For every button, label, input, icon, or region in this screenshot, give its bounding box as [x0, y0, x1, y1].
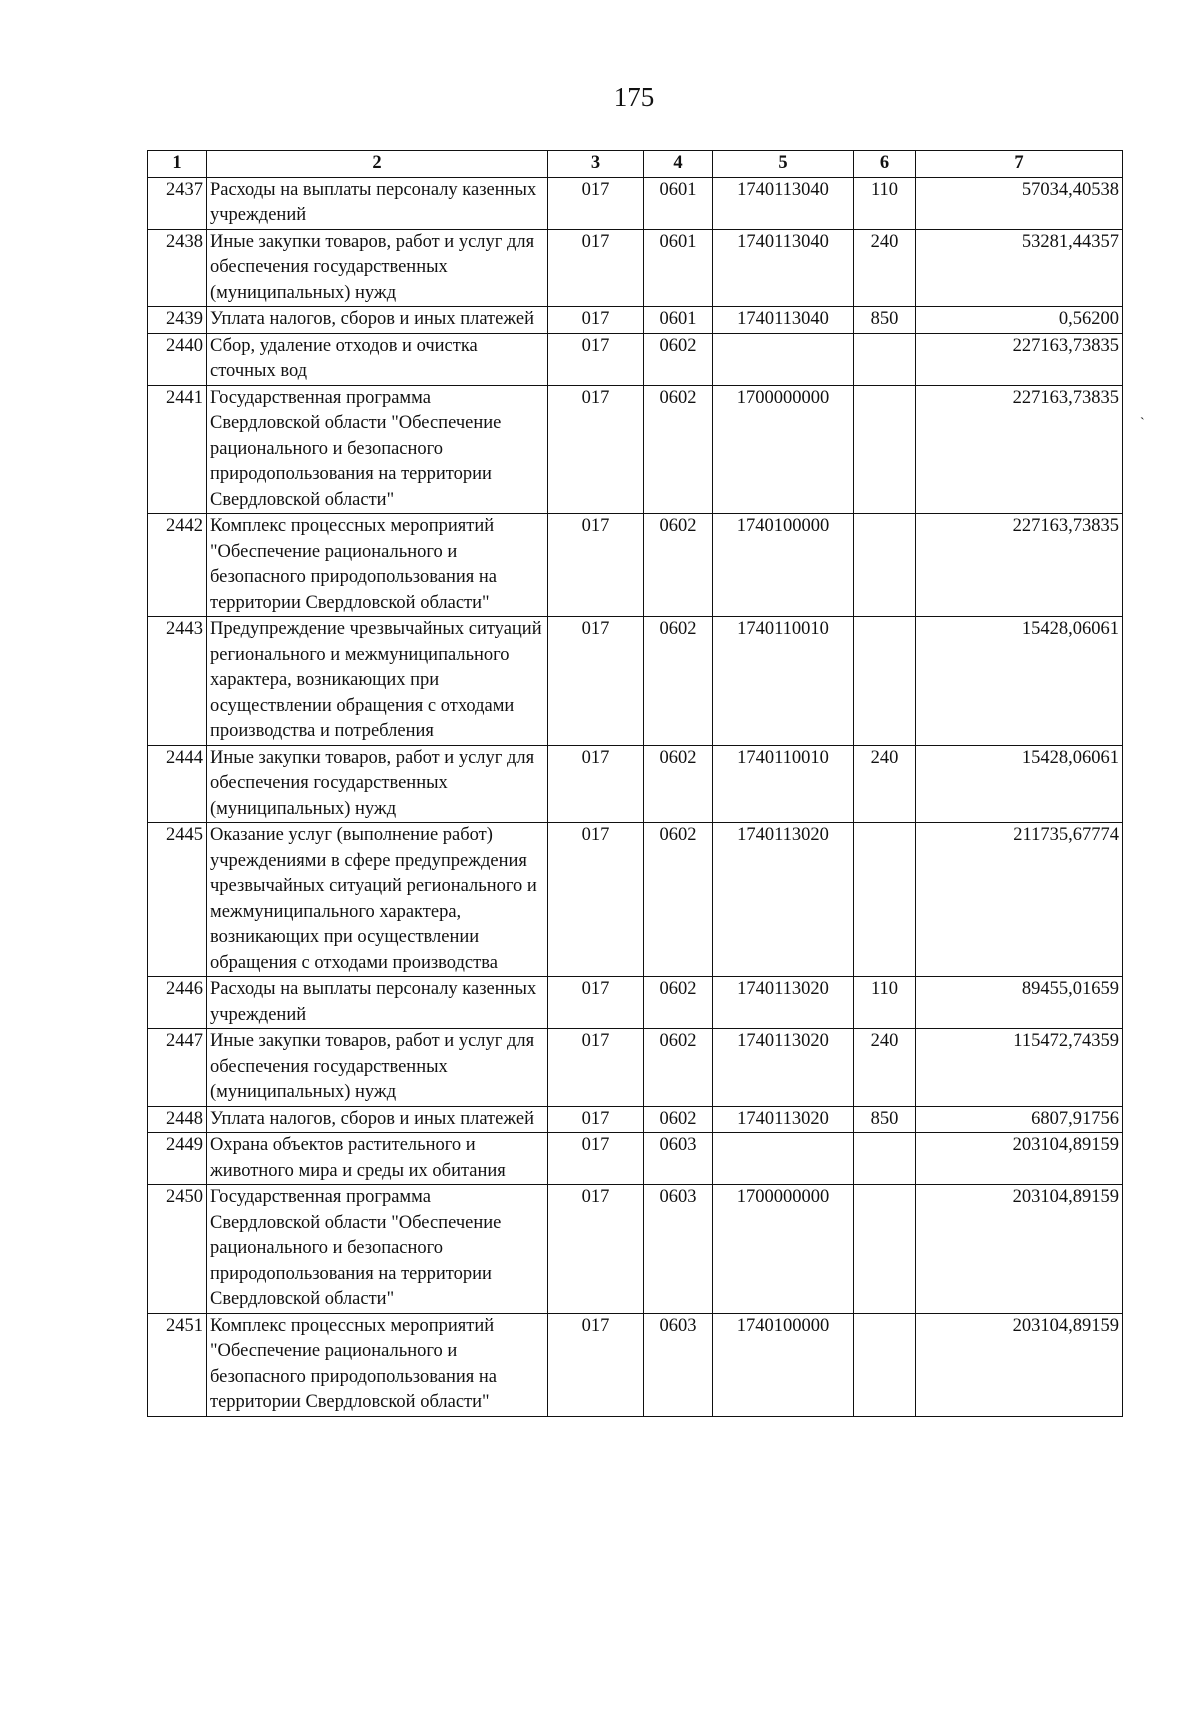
row-section-code-cell: 0601 — [644, 307, 713, 334]
row-ministry-code-cell: 017 — [548, 177, 644, 229]
row-amount-cell: 203104,89159 — [916, 1133, 1123, 1185]
row-expense-type-cell — [854, 514, 916, 617]
header-row — [148, 151, 1123, 178]
row-number-cell: 2440 — [148, 333, 207, 385]
row-target-code-cell: 1740113040 — [713, 177, 854, 229]
row-ministry-code-cell: 017 — [548, 333, 644, 385]
row-name-cell: Расходы на выплаты персоналу казенных учреждений — [207, 977, 548, 1029]
row-expense-type-cell: 850 — [854, 1106, 916, 1133]
row-target-code-cell: 1740110010 — [713, 617, 854, 746]
row-amount-cell: 53281,44357 — [916, 229, 1123, 307]
row-number-cell: 2444 — [148, 745, 207, 823]
table-row — [148, 617, 1123, 746]
row-number-cell: 2442 — [148, 514, 207, 617]
row-amount-cell: 115472,74359 — [916, 1029, 1123, 1107]
row-amount-cell: 89455,01659 — [916, 977, 1123, 1029]
row-expense-type-cell: 240 — [854, 229, 916, 307]
table-row — [148, 1185, 1123, 1314]
row-name-cell: Комплекс процессных мероприятий "Обеспечение рационального и безопасного природопользования на территории Свердловской области" — [207, 514, 548, 617]
row-number-cell: 2439 — [148, 307, 207, 334]
row-amount-cell: 227163,73835 — [916, 333, 1123, 385]
row-number-cell: 2451 — [148, 1313, 207, 1416]
row-number-cell: 2450 — [148, 1185, 207, 1314]
row-target-code-cell: 1700000000 — [713, 1185, 854, 1314]
header-cell: 6 — [854, 151, 916, 178]
row-expense-type-cell: 850 — [854, 307, 916, 334]
row-target-code-cell: 1700000000 — [713, 385, 854, 514]
row-number-cell: 2447 — [148, 1029, 207, 1107]
row-expense-type-cell: 110 — [854, 177, 916, 229]
row-amount-cell: 203104,89159 — [916, 1313, 1123, 1416]
row-amount-cell: 227163,73835 — [916, 514, 1123, 617]
row-expense-type-cell — [854, 1313, 916, 1416]
row-amount-cell: 6807,91756 — [916, 1106, 1123, 1133]
header-cell: 1 — [148, 151, 207, 178]
row-amount-cell: 211735,67774 — [916, 823, 1123, 977]
row-ministry-code-cell: 017 — [548, 1313, 644, 1416]
row-ministry-code-cell: 017 — [548, 617, 644, 746]
row-name-cell: Государственная программа Свердловской области "Обеспечение рационального и безопасного природопользования на территории Свердловской области" — [207, 385, 548, 514]
row-name-cell: Уплата налогов, сборов и иных платежей — [207, 307, 548, 334]
row-target-code-cell: 1740113040 — [713, 229, 854, 307]
row-ministry-code-cell: 017 — [548, 229, 644, 307]
row-section-code-cell: 0603 — [644, 1313, 713, 1416]
row-expense-type-cell — [854, 1133, 916, 1185]
row-target-code-cell: 1740110010 — [713, 745, 854, 823]
row-name-cell: Охрана объектов растительного и животного мира и среды их обитания — [207, 1133, 548, 1185]
row-target-code-cell: 1740113020 — [713, 823, 854, 977]
row-ministry-code-cell: 017 — [548, 977, 644, 1029]
table-row — [148, 1133, 1123, 1185]
table-row — [148, 745, 1123, 823]
header-cell: 4 — [644, 151, 713, 178]
table-row — [148, 823, 1123, 977]
row-section-code-cell: 0602 — [644, 385, 713, 514]
row-section-code-cell: 0602 — [644, 745, 713, 823]
row-section-code-cell: 0602 — [644, 514, 713, 617]
row-amount-cell: 15428,06061 — [916, 617, 1123, 746]
row-amount-cell: 0,56200 — [916, 307, 1123, 334]
budget-table — [147, 150, 1123, 1417]
header-cell: 3 — [548, 151, 644, 178]
row-expense-type-cell — [854, 385, 916, 514]
row-ministry-code-cell: 017 — [548, 385, 644, 514]
row-ministry-code-cell: 017 — [548, 307, 644, 334]
row-section-code-cell: 0602 — [644, 1106, 713, 1133]
page-number: 175 — [613, 82, 655, 112]
row-section-code-cell: 0602 — [644, 617, 713, 746]
row-number-cell: 2443 — [148, 617, 207, 746]
row-section-code-cell: 0603 — [644, 1133, 713, 1185]
row-name-cell: Комплекс процессных мероприятий "Обеспечение рационального и безопасного природопользования на территории Свердловской области" — [207, 1313, 548, 1416]
table-row — [148, 333, 1123, 385]
table-row — [148, 307, 1123, 334]
row-amount-cell: 57034,40538 — [916, 177, 1123, 229]
row-target-code-cell — [713, 333, 854, 385]
table-row — [148, 1106, 1123, 1133]
row-number-cell: 2438 — [148, 229, 207, 307]
header-cell: 5 — [713, 151, 854, 178]
row-expense-type-cell — [854, 333, 916, 385]
row-section-code-cell: 0601 — [644, 229, 713, 307]
row-target-code-cell: 1740100000 — [713, 1313, 854, 1416]
table-body — [148, 177, 1123, 1416]
row-expense-type-cell: 240 — [854, 1029, 916, 1107]
row-amount-cell: 203104,89159 — [916, 1185, 1123, 1314]
row-name-cell: Предупреждение чрезвычайных ситуаций регионального и межмуниципального характера, возникающих при осуществлении обращения с отходами производства и потребления — [207, 617, 548, 746]
row-name-cell: Иные закупки товаров, работ и услуг для обеспечения государственных (муниципальных) нужд — [207, 1029, 548, 1107]
row-target-code-cell: 1740113020 — [713, 977, 854, 1029]
row-name-cell: Государственная программа Свердловской области "Обеспечение рационального и безопасного природопользования на территории Свердловской области" — [207, 1185, 548, 1314]
row-expense-type-cell: 240 — [854, 745, 916, 823]
row-target-code-cell: 1740113020 — [713, 1029, 854, 1107]
row-expense-type-cell — [854, 823, 916, 977]
row-amount-cell: 227163,73835 — [916, 385, 1123, 514]
row-amount-cell: 15428,06061 — [916, 745, 1123, 823]
row-section-code-cell: 0602 — [644, 823, 713, 977]
row-ministry-code-cell: 017 — [548, 745, 644, 823]
row-target-code-cell: 1740113020 — [713, 1106, 854, 1133]
row-section-code-cell: 0601 — [644, 177, 713, 229]
row-target-code-cell: 1740100000 — [713, 514, 854, 617]
header-cell: 2 — [207, 151, 548, 178]
row-target-code-cell: 1740113040 — [713, 307, 854, 334]
table-row — [148, 1029, 1123, 1107]
row-ministry-code-cell: 017 — [548, 1133, 644, 1185]
table-row — [148, 514, 1123, 617]
row-ministry-code-cell: 017 — [548, 1106, 644, 1133]
table-row — [148, 977, 1123, 1029]
row-ministry-code-cell: 017 — [548, 823, 644, 977]
row-number-cell: 2441 — [148, 385, 207, 514]
table-row — [148, 229, 1123, 307]
row-target-code-cell — [713, 1133, 854, 1185]
row-number-cell: 2446 — [148, 977, 207, 1029]
table-row — [148, 177, 1123, 229]
row-number-cell: 2437 — [148, 177, 207, 229]
row-expense-type-cell — [854, 617, 916, 746]
row-name-cell: Иные закупки товаров, работ и услуг для обеспечения государственных (муниципальных) нужд — [207, 229, 548, 307]
row-ministry-code-cell: 017 — [548, 514, 644, 617]
row-section-code-cell: 0602 — [644, 1029, 713, 1107]
row-ministry-code-cell: 017 — [548, 1185, 644, 1314]
row-number-cell: 2448 — [148, 1106, 207, 1133]
row-number-cell: 2449 — [148, 1133, 207, 1185]
table-row — [148, 1313, 1123, 1416]
row-section-code-cell: 0602 — [644, 333, 713, 385]
row-section-code-cell: 0602 — [644, 977, 713, 1029]
row-name-cell: Сбор, удаление отходов и очистка сточных вод — [207, 333, 548, 385]
row-expense-type-cell — [854, 1185, 916, 1314]
scan-artifact: ` — [1140, 416, 1145, 431]
row-number-cell: 2445 — [148, 823, 207, 977]
table-row — [148, 385, 1123, 514]
row-name-cell: Иные закупки товаров, работ и услуг для обеспечения государственных (муниципальных) нужд — [207, 745, 548, 823]
row-expense-type-cell: 110 — [854, 977, 916, 1029]
row-name-cell: Уплата налогов, сборов и иных платежей — [207, 1106, 548, 1133]
row-name-cell: Расходы на выплаты персоналу казенных учреждений — [207, 177, 548, 229]
row-name-cell: Оказание услуг (выполнение работ) учреждениями в сфере предупреждения чрезвычайных ситуаций регионального и межмуниципального характера, возникающих при осуществлении обращения с отходами производства — [207, 823, 548, 977]
row-ministry-code-cell: 017 — [548, 1029, 644, 1107]
header-cell: 7 — [916, 151, 1123, 178]
row-section-code-cell: 0603 — [644, 1185, 713, 1314]
